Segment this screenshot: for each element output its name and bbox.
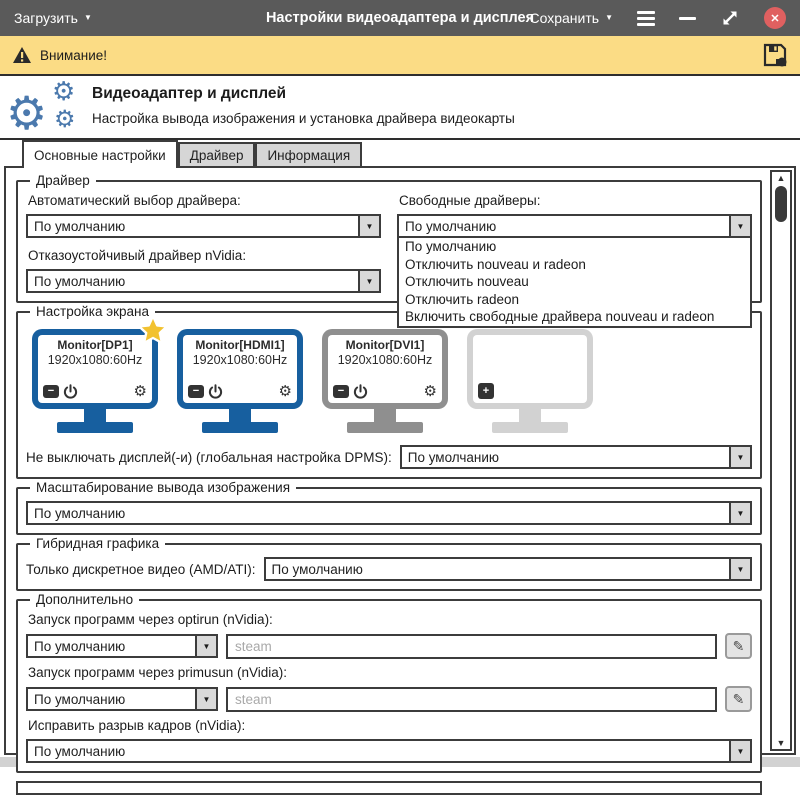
failsafe-driver-select[interactable]: По умолчанию ▼ (26, 269, 381, 293)
group-screen (16, 311, 762, 479)
primusrun-label: Запуск программ через primusun (nVidia): (28, 664, 752, 681)
optirun-label: Запуск программ через optirun (nVidia): (28, 611, 752, 628)
monitor-mode: 1920x1080:60Hz (188, 353, 292, 367)
free-drivers-select[interactable]: По умолчанию ▼ (397, 214, 752, 238)
group-screen-legend: Настройка экрана (30, 304, 155, 319)
monitor-card-dp1[interactable] (32, 329, 158, 433)
group-extra-legend: Дополнительно (30, 592, 139, 607)
edit-icon: ✎ (733, 691, 745, 708)
chevron-down-icon: ▼ (605, 14, 613, 22)
page-subtitle: Настройка вывода изображения и установка драйвера видеокарты (92, 111, 515, 126)
monitor-card-dvi1[interactable] (322, 329, 448, 433)
close-icon: ✕ (770, 12, 779, 25)
dropdown-option[interactable]: Отключить radeon (399, 291, 750, 309)
save-file-icon[interactable] (762, 42, 788, 68)
chevron-down-icon[interactable]: ▼ (195, 689, 216, 709)
monitor-name: Monitor[HDMI1] (188, 338, 292, 352)
optirun-command-input[interactable] (226, 634, 717, 659)
group-next-clipped (16, 781, 762, 795)
primusrun-select[interactable]: По умолчанию ▼ (26, 687, 218, 711)
edit-icon: ✎ (733, 638, 745, 655)
close-button[interactable] (764, 7, 786, 29)
scroll-up-arrow[interactable]: ▲ (772, 173, 790, 183)
monitor-name: Monitor[DP1] (43, 338, 147, 352)
power-icon[interactable] (353, 384, 368, 399)
chevron-down-icon: ▼ (84, 14, 92, 22)
warning-bar (0, 36, 800, 76)
monitor-card-empty (467, 329, 593, 433)
tab-info[interactable]: Информация (255, 142, 362, 166)
minimize-button[interactable] (679, 17, 696, 20)
monitor-settings-icon[interactable]: ⚙ (134, 384, 147, 399)
auto-driver-label: Автоматический выбор драйвера: (28, 192, 381, 209)
tab-driver[interactable]: Драйвер (178, 142, 256, 166)
window-title: Настройки видеоадаптера и дисплея (266, 10, 534, 26)
monitor-minimize-button[interactable]: − (43, 385, 59, 398)
chevron-down-icon[interactable]: ▼ (729, 216, 750, 236)
monitor-settings-icon[interactable]: ⚙ (279, 384, 292, 399)
group-hybrid-legend: Гибридная графика (30, 536, 165, 551)
add-monitor-button[interactable]: + (478, 383, 494, 399)
chevron-down-icon[interactable]: ▼ (729, 741, 750, 761)
monitor-minimize-button[interactable]: − (188, 385, 204, 398)
chevron-down-icon[interactable]: ▼ (729, 559, 750, 579)
monitor-mode: 1920x1080:60Hz (43, 353, 147, 367)
tearing-label: Исправить разрыв кадров (nVidia): (28, 717, 752, 734)
scaling-select[interactable]: По умолчанию ▼ (26, 501, 752, 525)
optirun-select[interactable]: По умолчанию ▼ (26, 634, 218, 658)
auto-driver-select[interactable]: По умолчанию ▼ (26, 214, 381, 238)
power-icon[interactable] (208, 384, 223, 399)
chevron-down-icon[interactable]: ▼ (729, 447, 750, 467)
tearing-select[interactable]: По умолчанию ▼ (26, 739, 752, 763)
monitor-card-hdmi1[interactable] (177, 329, 303, 433)
failsafe-driver-label: Отказоустойчивый драйвер nVidia: (28, 247, 381, 264)
titlebar (0, 0, 800, 36)
free-drivers-dropdown-list (397, 236, 752, 328)
dropdown-option[interactable]: По умолчанию (399, 238, 750, 256)
warning-icon (12, 46, 32, 64)
monitor-settings-icon[interactable]: ⚙ (424, 384, 437, 399)
dropdown-option[interactable]: Отключить nouveau (399, 273, 750, 291)
group-scaling (16, 487, 762, 535)
monitor-minimize-button[interactable]: − (333, 385, 349, 398)
dpms-label: Не выключать дисплей(-и) (глобальная настройка DPMS): (26, 449, 392, 466)
tab-main-settings[interactable]: Основные настройки (22, 140, 178, 168)
power-icon[interactable] (63, 384, 78, 399)
gears-icon: ⚙ ⚙ ⚙ (6, 78, 88, 138)
warning-text: Внимание! (40, 48, 107, 63)
discrete-video-select[interactable]: По умолчанию ▼ (264, 557, 752, 581)
chevron-down-icon[interactable]: ▼ (358, 216, 379, 236)
group-driver-legend: Драйвер (30, 173, 96, 188)
group-extra (16, 599, 762, 773)
maximize-icon[interactable] (720, 8, 740, 28)
monitor-mode: 1920x1080:60Hz (333, 353, 437, 367)
load-menu-button[interactable] (14, 10, 92, 26)
menu-icon[interactable] (637, 11, 655, 26)
free-drivers-label: Свободные драйверы: (399, 192, 752, 209)
load-menu-label: Загрузить (14, 10, 78, 26)
dropdown-option[interactable]: Отключить nouveau и radeon (399, 256, 750, 274)
vertical-scrollbar[interactable] (770, 170, 792, 751)
main-panel (4, 166, 796, 755)
save-menu-label: Сохранить (530, 10, 600, 26)
group-driver (16, 180, 762, 303)
tab-bar (22, 140, 362, 168)
chevron-down-icon[interactable]: ▼ (729, 503, 750, 523)
page-title: Видеоадаптер и дисплей (92, 85, 515, 103)
star-icon (136, 313, 170, 347)
chevron-down-icon[interactable]: ▼ (195, 636, 216, 656)
dpms-select[interactable]: По умолчанию ▼ (400, 445, 752, 469)
optirun-edit-button[interactable] (725, 633, 752, 659)
settings-scroll-area (6, 168, 766, 753)
chevron-down-icon[interactable]: ▼ (358, 271, 379, 291)
monitor-name: Monitor[DVI1] (333, 338, 437, 352)
app-header (0, 76, 800, 140)
scroll-down-arrow[interactable]: ▼ (772, 738, 790, 748)
discrete-video-label: Только дискретное видео (AMD/ATI): (26, 561, 256, 578)
save-menu-button[interactable] (530, 10, 614, 26)
primusrun-edit-button[interactable] (725, 686, 752, 712)
scrollbar-thumb[interactable] (775, 186, 787, 222)
group-hybrid (16, 543, 762, 591)
group-scaling-legend: Масштабирование вывода изображения (30, 480, 296, 495)
primusrun-command-input[interactable] (226, 687, 717, 712)
dropdown-option[interactable]: Включить свободные драйвера nouveau и radeon (399, 308, 750, 326)
